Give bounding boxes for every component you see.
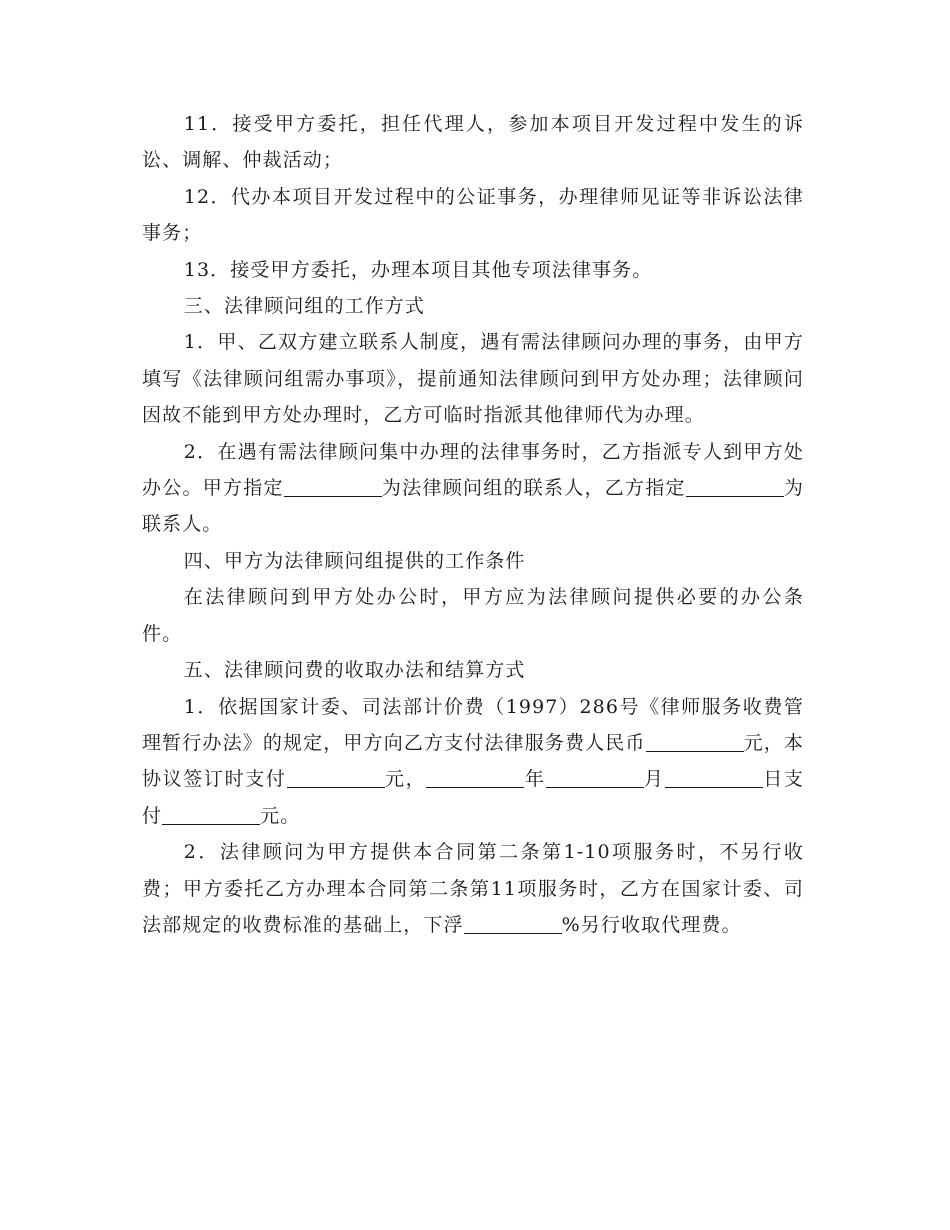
fill-in-blank [546, 786, 644, 788]
section-heading-5: 五、法律顾问费的收取办法和结算方式 [183, 659, 526, 682]
section-5-clause-2: 2．法律顾问为甲方提供本合同第二条第1-10项服务时，不另行收费；甲方委托乙方办理本合同第二条第11项服务时，乙方在国家计委、司法部规定的收费标准的基础上，下浮 %另行收取代理费。 [142, 841, 804, 936]
section-3-clause-1: 1．甲、乙双方建立联系人制度，遇有需法律顾问办理的事务，由甲方填写《法律顾问组需办事项》，提前通知法律顾问到甲方处办理；法律顾问因故不能到甲方处办理时，乙方可临时指派其他律师代为办理。 [142, 331, 804, 427]
section-heading-3: 三、法律顾问组的工作方式 [183, 295, 425, 318]
fill-in-blank [686, 495, 784, 497]
fill-in-blank [287, 786, 385, 788]
document-page [142, 106, 804, 943]
section-heading-4: 四、甲方为法律顾问组提供的工作条件 [183, 549, 526, 572]
fill-in-blank [284, 495, 382, 497]
fill-in-blank [665, 786, 763, 788]
fill-in-blank [646, 750, 744, 752]
fill-in-blank [426, 786, 524, 788]
fill-in-blank [464, 932, 562, 934]
section-3-clause-2: 2．在遇有需法律顾问集中办理的法律事务时，乙方指派专人到甲方处办公。甲方指定 为法律顾问组的联系人，乙方指定 为联系人。 [142, 440, 804, 536]
fill-in-blank [162, 823, 260, 825]
clause-13: 13．接受甲方委托，办理本项目其他专项法律事务。 [183, 258, 653, 281]
clause-12: 12．代办本项目开发过程中的公证事务，办理律师见证等非诉讼法律事务； [142, 185, 804, 245]
section-4-body: 在法律顾问到甲方处办公时，甲方应为法律顾问提供必要的办公条件。 [142, 586, 804, 645]
section-5-clause-1: 1．依据国家计委、司法部计价费（1997）286号《律师服务收费管理暂行办法》的规定，甲方向乙方支付法律服务费人民币 元，本协议签订时支付 元， 年 月 日支付 元。 [142, 695, 804, 827]
clause-11: 11．接受甲方委托，担任代理人，参加本项目开发过程中发生的诉讼、调解、仲裁活动； [142, 113, 804, 172]
